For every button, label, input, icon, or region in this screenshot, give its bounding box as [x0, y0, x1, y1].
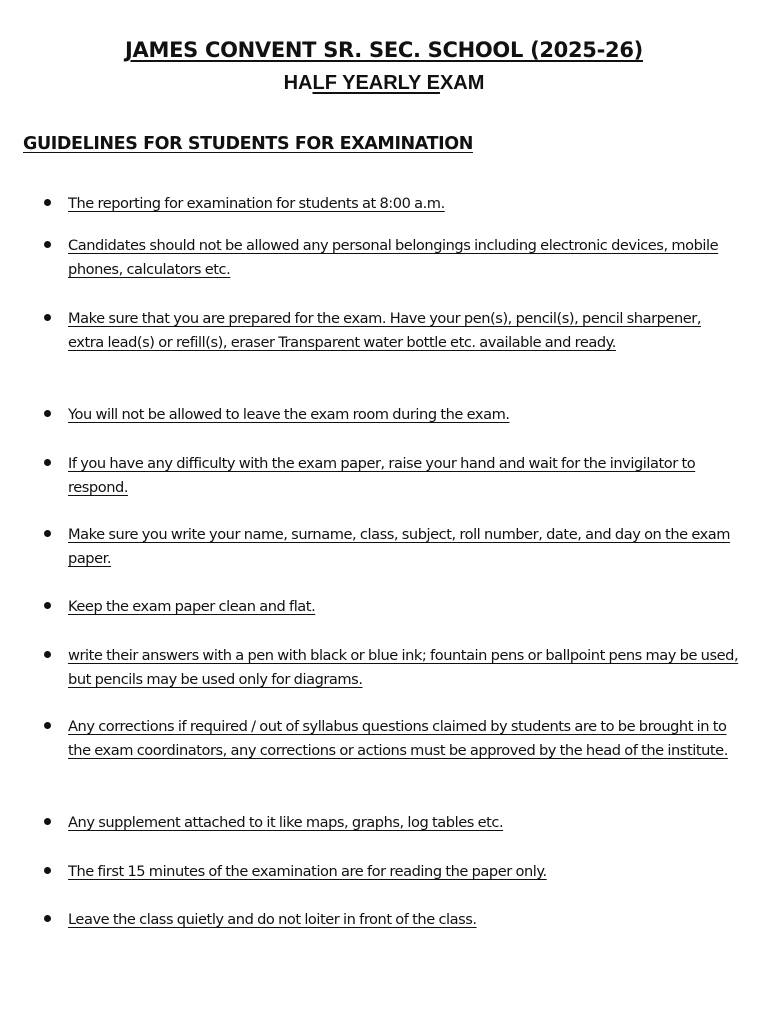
exam-title [0, 72, 768, 95]
guideline-text: write their answers with a pen with black or blue ink; fountain pens or ballpoint pens may be used, but pencils may be used only for diagrams. [68, 647, 739, 688]
bullet-icon [44, 818, 51, 825]
bullet-icon [44, 199, 51, 206]
bullet-icon [44, 241, 51, 248]
bullet-icon [44, 530, 51, 537]
bullet-icon [44, 602, 51, 609]
bullet-icon [44, 459, 51, 466]
guideline-text: Make sure you write your name, surname, class, subject, roll number, date, and day on the exam paper. [68, 526, 731, 567]
guideline-text: You will not be allowed to leave the exam room during the exam. [68, 406, 510, 423]
exam-title-part-b: LF YEARLY E [312, 72, 440, 94]
guideline-text: Any corrections if required / out of syllabus questions claimed by students are to be brought in to the exam coordinators, any corrections or actions must be approved by the head of the institute. [68, 718, 728, 759]
school-title: JAMES CONVENT SR. SEC. SCHOOL (2025-26) [125, 38, 643, 62]
exam-title-part-a: HA [283, 72, 313, 94]
guideline-text: Any supplement attached to it like maps, graphs, log tables etc. [68, 814, 504, 831]
exam-title-part-c: XAM [439, 72, 485, 94]
guideline-text: The first 15 minutes of the examination are for reading the paper only. [68, 863, 547, 880]
guideline-text: Keep the exam paper clean and flat. [68, 598, 316, 615]
bullet-icon [44, 410, 51, 417]
bullet-icon [44, 651, 51, 658]
bullet-icon [44, 314, 51, 321]
guideline-text: The reporting for examination for students at 8:00 a.m. [68, 195, 445, 212]
guideline-text: Candidates should not be allowed any personal belongings including electronic devices, mobile phones, calculators etc. [68, 237, 719, 278]
guideline-text: If you have any difficulty with the exam paper, raise your hand and wait for the invigilator to respond. [68, 455, 696, 496]
bullet-icon [44, 915, 51, 922]
guidelines-heading: GUIDELINES FOR STUDENTS FOR EXAMINATION [23, 134, 473, 154]
bullet-icon [44, 867, 51, 874]
bullet-icon [44, 722, 51, 729]
guideline-text: Leave the class quietly and do not loiter in front of the class. [68, 911, 477, 928]
guideline-text: Make sure that you are prepared for the exam. Have your pen(s), pencil(s), pencil sharpener, extra lead(s) or refill(s), eraser Transparent water bottle etc. available and ready. [68, 310, 702, 351]
